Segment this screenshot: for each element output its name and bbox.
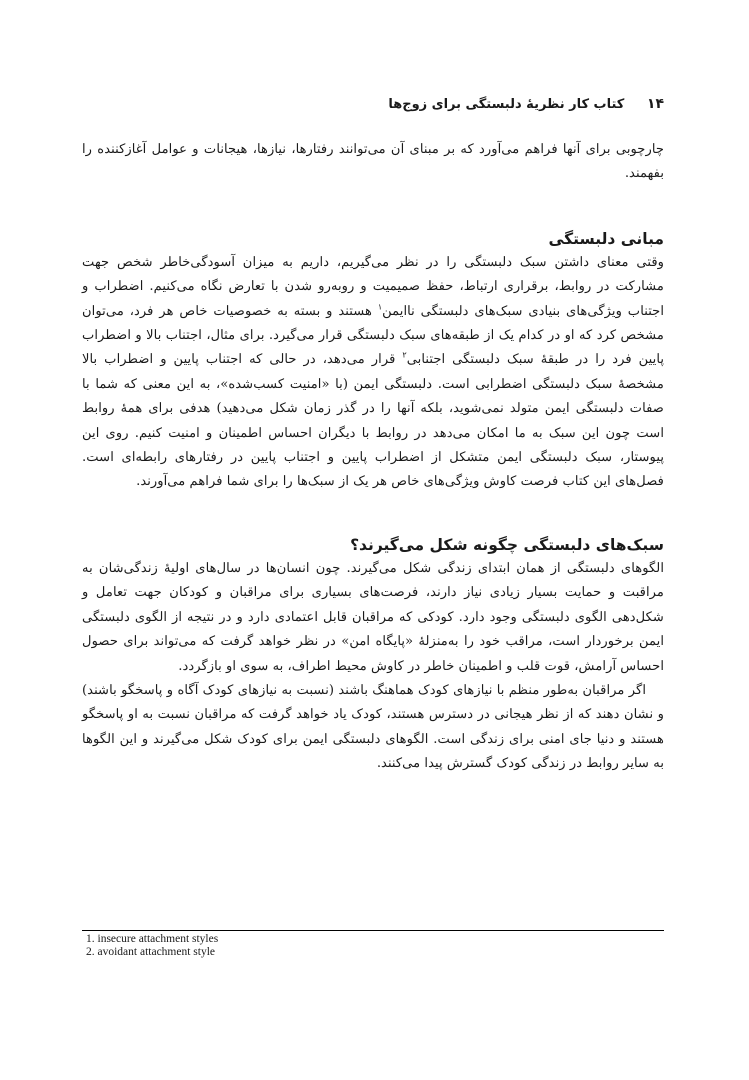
how-styles-form-paragraph-2: اگر مراقبان به‌طور منظم با نیازهای کودک هماهنگ باشند (نسبت به نیازهای کودک آگاه و پاسخگو باشند) و نشان دهند که از نظر هیجانی در دسترس هستند، کودک یاد خواهد گرفت که مراقبان نسبت به او پاسخگو هستند و دنیا جای امنی برای زندگی است. الگوهای دلبستگی ایمن برای کودک شکل می‌گیرند و این الگوها به سایر روابط در زندگی کودک گسترش پیدا می‌کنند. xyxy=(82,682,664,772)
paragraph-text: قرار می‌دهد، در حالی که اجتناب پایین و اضطراب بالا مشخصهٔ سبک دلبستگی اضطرابی است. دلبستگی ایمن (با «امنیت کسب‌شده»، به این معنی که شما با صفات دلبستگی ایمن متولد نمی‌شوید، بلکه آنها را در گذر زمان شکل می‌دهید) هدفی برای همهٔ روابط است چون این سبک به ما امکان می‌دهد در روابط با دیگران احساس اطمینان و امنیت کنیم. روی این پیوستار، سبک دلبستگی ایمن متشکل از اضطراب پایین و اجتناب پایین در رفتارهای رابطه‌ای است. فصل‌های این کتاب فرصت کاوش ویژگی‌های خاص هر یک از سبک‌ها را برای شما فراهم می‌آورند. xyxy=(82,352,664,490)
book-page xyxy=(82,0,664,1080)
footnote-1: 1. insecure attachment styles xyxy=(86,933,219,945)
running-header xyxy=(82,96,664,112)
attachment-basics-paragraph xyxy=(82,251,664,495)
footnote-divider xyxy=(82,930,664,931)
page-body xyxy=(82,138,664,777)
paragraph-text: هستند و بسته به خصوصیات خاص هر فرد، می‌توان مشخص کرد که او در کدام یک از طبقه‌های سبک دلبستگی قرار می‌گیرد. برای مثال، اجتناب بالا و اضطراب پایین فرد را در طبقهٔ سبک دلبستگی اجتنابی xyxy=(82,303,665,368)
section-heading-attachment-basics: مبانی دلبستگی xyxy=(548,229,664,248)
intro-paragraph: چارچوبی برای آنها فراهم می‌آورد که بر مبنای آن می‌توانند رفتارها، نیازها، هیجانات و عوامل آغازکننده را بفهمند. xyxy=(82,142,664,182)
footnote-ref-1: ۱ xyxy=(377,302,383,312)
footnote-2: 2. avoidant attachment style xyxy=(86,946,216,958)
running-title: کتاب کار نظریهٔ دلبستگی برای زوج‌ها xyxy=(388,97,625,112)
section-heading-how-styles-form: سبک‌های دلبستگی چگونه شکل می‌گیرند؟ xyxy=(350,535,664,554)
page-number: ١۴ xyxy=(646,96,664,112)
how-styles-form-paragraph-1: الگوهای دلبستگی از همان ابتدای زندگی شکل می‌گیرند. چون انسان‌ها در سال‌های اولیهٔ زندگی‌شان به مراقبت و حمایت بسیار زیادی نیاز دارند، فرصت‌های بسیاری برای مراقبان و کودکان جهت تعامل و شکل‌دهی الگوی دلبستگی وجود دارد. کودکی که مراقبان قابل اعتمادی دارد و در نتیجه از الگوی دلبستگی ایمن برخوردار است، مراقب خود را به‌منزلهٔ «پایگاه امن» در نظر خواهد گرفت که می‌تواند برای حصول احساس آرامش، قوت قلب و اطمینان خاطر در کاوش محیط اطراف، به سوی او بازگردد. xyxy=(82,560,664,674)
footnote-ref-2: ۲ xyxy=(402,351,407,361)
paragraph-text: وقتی معنای داشتن سبک دلبستگی را در نظر می‌گیریم، داریم به میزان آسودگی‌خاطر شخص جهت مشارکت در روابط، برقراری ارتباط، حفظ صمیمیت و روبه‌رو شدن با تعارض نگاه می‌کنیم. اضطراب و اجتناب ویژگی‌های بنیادی سبک‌های دلبستگی ناایمن xyxy=(82,254,664,319)
footnotes xyxy=(82,930,664,959)
